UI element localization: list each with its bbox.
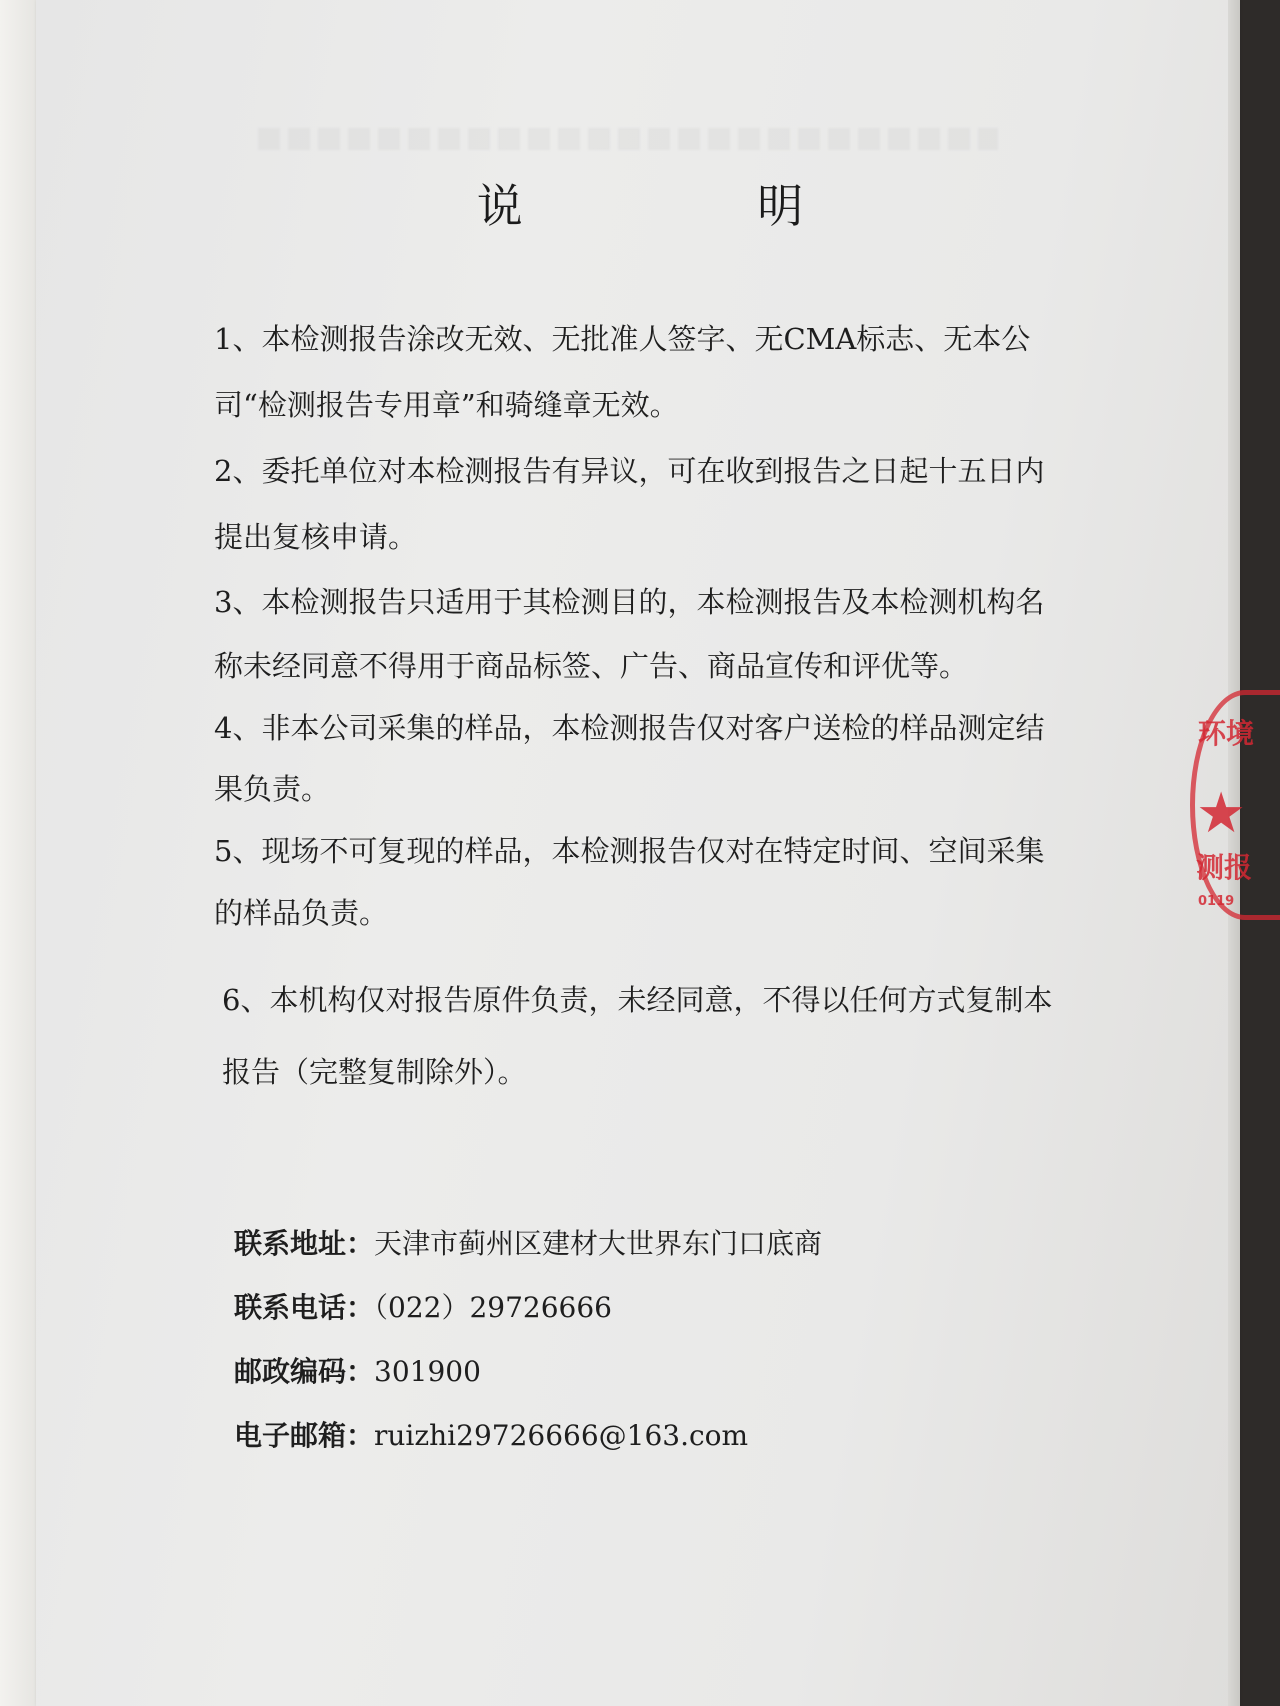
seal-number: 0119 [1198,894,1235,909]
contact-address-label: 联系地址： [234,1227,375,1260]
contact-phone-label: 联系电话： [234,1291,375,1324]
contact-email-label: 电子邮箱： [234,1419,375,1452]
seal-bottom-text: 测报 [1196,851,1253,884]
contact-postcode-value: 301900 [374,1355,481,1388]
notes-list [214,306,1064,1108]
contact-postcode-label: 邮政编码： [234,1355,375,1388]
note-1: 1、本检测报告涂改无效、无批准人签字、无CMA标志、无本公司“检测报告专用章”和骑缝章无效。 [214,322,1031,422]
note-3: 3、本检测报告只适用于其检测目的，本检测报告及本检测机构名称未经同意不得用于商品标签、广告、商品宣传和评优等。 [214,585,1045,683]
contact-address [234,1212,1034,1276]
contact-address-value: 天津市蓟州区建材大世界东门口底商 [374,1227,823,1260]
note-5: 5、现场不可复现的样品，本检测报告仅对在特定时间、空间采集的样品负责。 [214,834,1045,930]
bleed-through-text [258,128,998,150]
contact-phone [234,1276,1034,1340]
contact-info [234,1212,1034,1468]
page-title: 说 明 [476,179,914,233]
contact-phone-value: （022）29726666 [374,1291,612,1324]
contact-email-value: ruizhi29726666@163.com [374,1419,749,1452]
contact-email [234,1404,1034,1468]
contact-postcode [234,1340,1034,1404]
note-4: 4、非本公司采集的样品，本检测报告仅对客户送检的样品测定结果负责。 [214,711,1045,806]
seal-top-text: 环境 [1198,717,1255,750]
seal-star-icon: ★ [1196,781,1247,846]
note-2: 2、委托单位对本检测报告有异议，可在收到报告之日起十五日内提出复核申请。 [214,454,1045,554]
note-6: 6、本机构仅对报告原件负责，未经同意，不得以任何方式复制本报告（完整复制除外）。 [222,983,1053,1089]
